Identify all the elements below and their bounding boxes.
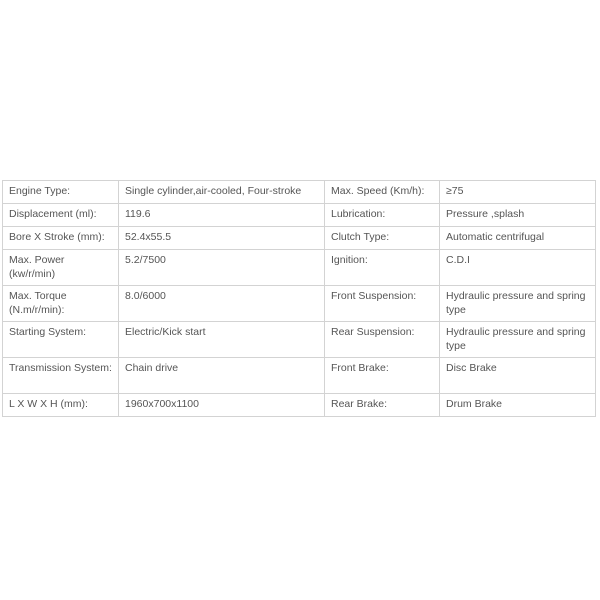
spec-value: C.D.I bbox=[440, 250, 596, 286]
spec-label: Lubrication: bbox=[325, 204, 440, 227]
table-row bbox=[3, 358, 596, 394]
spec-label: Rear Brake: bbox=[325, 394, 440, 417]
spec-label: L X W X H (mm): bbox=[3, 394, 119, 417]
spec-label: Max. Speed (Km/h): bbox=[325, 181, 440, 204]
spec-value: Drum Brake bbox=[440, 394, 596, 417]
spec-value: Hydraulic pressure and spring type bbox=[440, 286, 596, 322]
spec-label: Rear Suspension: bbox=[325, 322, 440, 358]
table-row bbox=[3, 394, 596, 417]
spec-value: 52.4x55.5 bbox=[119, 227, 325, 250]
spec-table bbox=[2, 180, 596, 417]
spec-value: 5.2/7500 bbox=[119, 250, 325, 286]
table-row bbox=[3, 227, 596, 250]
spec-value: Electric/Kick start bbox=[119, 322, 325, 358]
spec-value: Automatic centrifugal bbox=[440, 227, 596, 250]
spec-label: Engine Type: bbox=[3, 181, 119, 204]
spec-label: Front Brake: bbox=[325, 358, 440, 394]
table-row bbox=[3, 204, 596, 227]
table-row bbox=[3, 286, 596, 322]
spec-value: Chain drive bbox=[119, 358, 325, 394]
spec-label: Starting System: bbox=[3, 322, 119, 358]
spec-value: 119.6 bbox=[119, 204, 325, 227]
spec-label: Max. Torque (N.m/r/min): bbox=[3, 286, 119, 322]
spec-value: Single cylinder,air-cooled, Four-stroke bbox=[119, 181, 325, 204]
spec-value: Hydraulic pressure and spring type bbox=[440, 322, 596, 358]
spec-label: Transmission System: bbox=[3, 358, 119, 394]
table-row bbox=[3, 322, 596, 358]
spec-label: Clutch Type: bbox=[325, 227, 440, 250]
spec-value: ≥75 bbox=[440, 181, 596, 204]
spec-table-container bbox=[2, 180, 595, 417]
spec-value: Pressure ,splash bbox=[440, 204, 596, 227]
spec-label: Displacement (ml): bbox=[3, 204, 119, 227]
spec-value: 1960x700x1100 bbox=[119, 394, 325, 417]
spec-label: Ignition: bbox=[325, 250, 440, 286]
spec-label: Front Suspension: bbox=[325, 286, 440, 322]
spec-value: Disc Brake bbox=[440, 358, 596, 394]
spec-value: 8.0/6000 bbox=[119, 286, 325, 322]
table-row bbox=[3, 250, 596, 286]
spec-label: Max. Power (kw/r/min) bbox=[3, 250, 119, 286]
spec-label: Bore X Stroke (mm): bbox=[3, 227, 119, 250]
table-row bbox=[3, 181, 596, 204]
